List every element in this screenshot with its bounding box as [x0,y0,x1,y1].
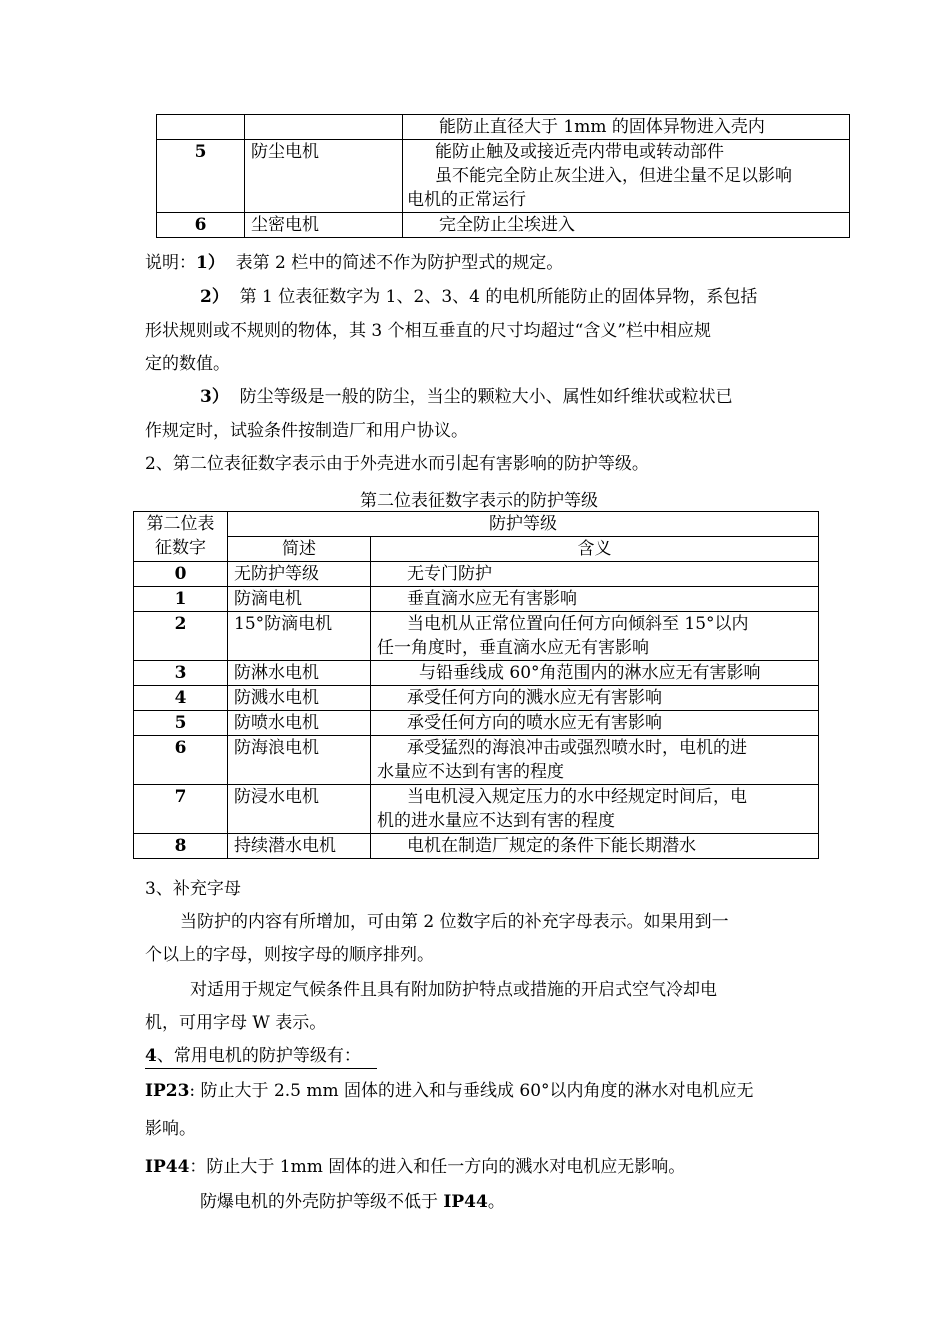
table-cell-num [157,115,245,140]
header-digit [134,512,228,562]
table-cell-num: 2 [134,612,228,661]
table-cell-desc: 垂直滴水应无有害影响 [371,587,819,612]
explosion-suffix: 。 [487,1192,505,1212]
desc-line: 当电机从正常位置向任何方向倾斜至 15°以内 [407,614,749,634]
table-cell-name: 防尘电机 [245,140,403,213]
note-text: 第 1 位表征数字为 1、2、3、4 的电机所能防止的固体异物，系包括 [239,287,758,307]
desc-line: 电机的正常运行 [407,190,526,210]
ip-code: IP23 [145,1081,190,1101]
table-cell-desc: 与铅垂线成 60°角范围内的淋水应无有害影响 [371,661,819,686]
desc-line: 机的进水量应不达到有害的程度 [377,811,615,831]
header-digit-line: 第二位表 [146,514,215,534]
table-row [134,686,819,711]
table-cell-desc: 承受任何方向的喷水应无有害影响 [371,711,819,736]
table-cell-num: 8 [134,834,228,859]
section-3-p1-line1: 当防护的内容有所增加，可由第 2 位数字后的补充字母表示。如果用到一 [180,912,729,932]
table-cell-desc: 无专门防护 [371,562,819,587]
table-cell-num: 5 [157,140,245,213]
desc-line: 水量应不达到有害的程度 [377,762,564,782]
note-text: 防尘等级是一般的防尘，当尘的颗粒大小、属性如纤维状或粒状已 [239,387,733,407]
ip-description: ：防止大于 1mm 固体的进入和任一方向的溅水对电机应无影响。 [189,1157,686,1177]
table-cell-name: 防浸水电机 [228,785,371,834]
table-row [134,562,819,587]
dust-protection-table [156,114,850,238]
table-cell-num: 7 [134,785,228,834]
header-digit-line: 征数字 [155,538,206,558]
note-2-line3: 定的数值。 [145,354,230,374]
section-3-p1-line2: 个以上的字母，则按字母的顺序排列。 [145,945,434,965]
ip-code: IP44 [145,1157,190,1177]
note-1 [145,246,563,280]
table-cell-desc: 电机在制造厂规定的条件下能长期潜水 [371,834,819,859]
table-cell-num: 6 [134,736,228,785]
table-cell-name [245,115,403,140]
table-cell-name: 防滴电机 [228,587,371,612]
note-text: 表第 2 栏中的简述不作为防护型式的规定。 [235,253,564,273]
section-title: 、常用电机的防护等级有： [156,1046,361,1066]
header-meaning: 含义 [371,537,819,562]
ip23-line2: 影响。 [145,1119,196,1139]
table-cell-num: 1 [134,587,228,612]
section-2-heading: 2、第二位表征数字表示由于外壳进水而引起有害影响的防护等级。 [145,454,649,474]
header-brief: 简述 [228,537,371,562]
table-cell-name: 防溅水电机 [228,686,371,711]
table-row [134,711,819,736]
desc-line: 任一角度时，垂直滴水应无有害影响 [377,638,649,658]
section-3-heading: 3、补充字母 [145,879,241,899]
note-3 [200,380,733,414]
water-protection-table [133,511,819,859]
header-protection-level: 防护等级 [228,512,819,537]
table-header-row [134,537,819,562]
note-2-line2: 形状规则或不规则的物体，其 3 个相互垂直的尺寸均超过“含义”栏中相应规 [145,321,712,341]
table-row [134,834,819,859]
table-cell-desc [371,736,819,785]
desc-line: 承受猛烈的海浪冲击或强烈喷水时，电机的进 [407,738,747,758]
table-row [157,213,850,238]
note-number: 3） [200,387,229,407]
explosion-proof-line [200,1185,505,1219]
section-3-p2-line1: 对适用于规定气候条件且具有附加防护特点或措施的开启式空气冷却电 [190,980,717,1000]
section-number: 4 [145,1046,157,1066]
table-row [134,661,819,686]
table-row [157,140,850,213]
table-cell-name: 15°防滴电机 [228,612,371,661]
table-cell-name: 持续潜水电机 [228,834,371,859]
section-3-p2-line2: 机，可用字母 W 表示。 [145,1013,327,1033]
table-cell-num: 5 [134,711,228,736]
note-number: 1） [196,253,225,273]
table-cell-desc: 完全防止尘埃进入 [403,213,850,238]
note-prefix: 说明： [145,253,196,273]
table-cell-num: 4 [134,686,228,711]
table-cell-desc: 承受任何方向的溅水应无有害影响 [371,686,819,711]
table-caption: 第二位表征数字表示的防护等级 [360,491,598,511]
table-cell-name: 防喷水电机 [228,711,371,736]
table-row [134,785,819,834]
note-number: 2） [200,287,229,307]
table-cell-desc [403,140,850,213]
desc-line: 当电机浸入规定压力的水中经规定时间后，电 [407,787,747,807]
note-3-line2: 作规定时，试验条件按制造厂和用户协议。 [145,421,468,441]
table-cell-num: 6 [157,213,245,238]
section-4-heading [145,1039,377,1073]
table-cell-desc [371,785,819,834]
table-cell-name: 无防护等级 [228,562,371,587]
table-row [134,587,819,612]
table-cell-num: 0 [134,562,228,587]
ip-description: : 防止大于 2.5 mm 固体的进入和与垂线成 60°以内角度的淋水对电机应无 [189,1081,754,1101]
note-2 [200,280,757,314]
table-row [134,612,819,661]
table-row [134,736,819,785]
ip-code: IP44 [443,1192,488,1212]
explosion-text: 防爆电机的外壳防护等级不低于 [200,1192,444,1212]
table-cell-desc: 能防止直径大于 1mm 的固体异物进入壳内 [403,115,850,140]
desc-line: 虽不能完全防止灰尘进入，但进尘量不足以影响 [435,166,792,186]
table-header-row [134,512,819,537]
desc-line: 能防止触及或接近壳内带电或转动部件 [435,142,724,162]
table-cell-name: 防海浪电机 [228,736,371,785]
table-cell-name: 尘密电机 [245,213,403,238]
table-cell-name: 防淋水电机 [228,661,371,686]
ip44-line [145,1150,685,1184]
ip23-line [145,1074,754,1108]
table-row [157,115,850,140]
table-cell-num: 3 [134,661,228,686]
table-cell-desc [371,612,819,661]
